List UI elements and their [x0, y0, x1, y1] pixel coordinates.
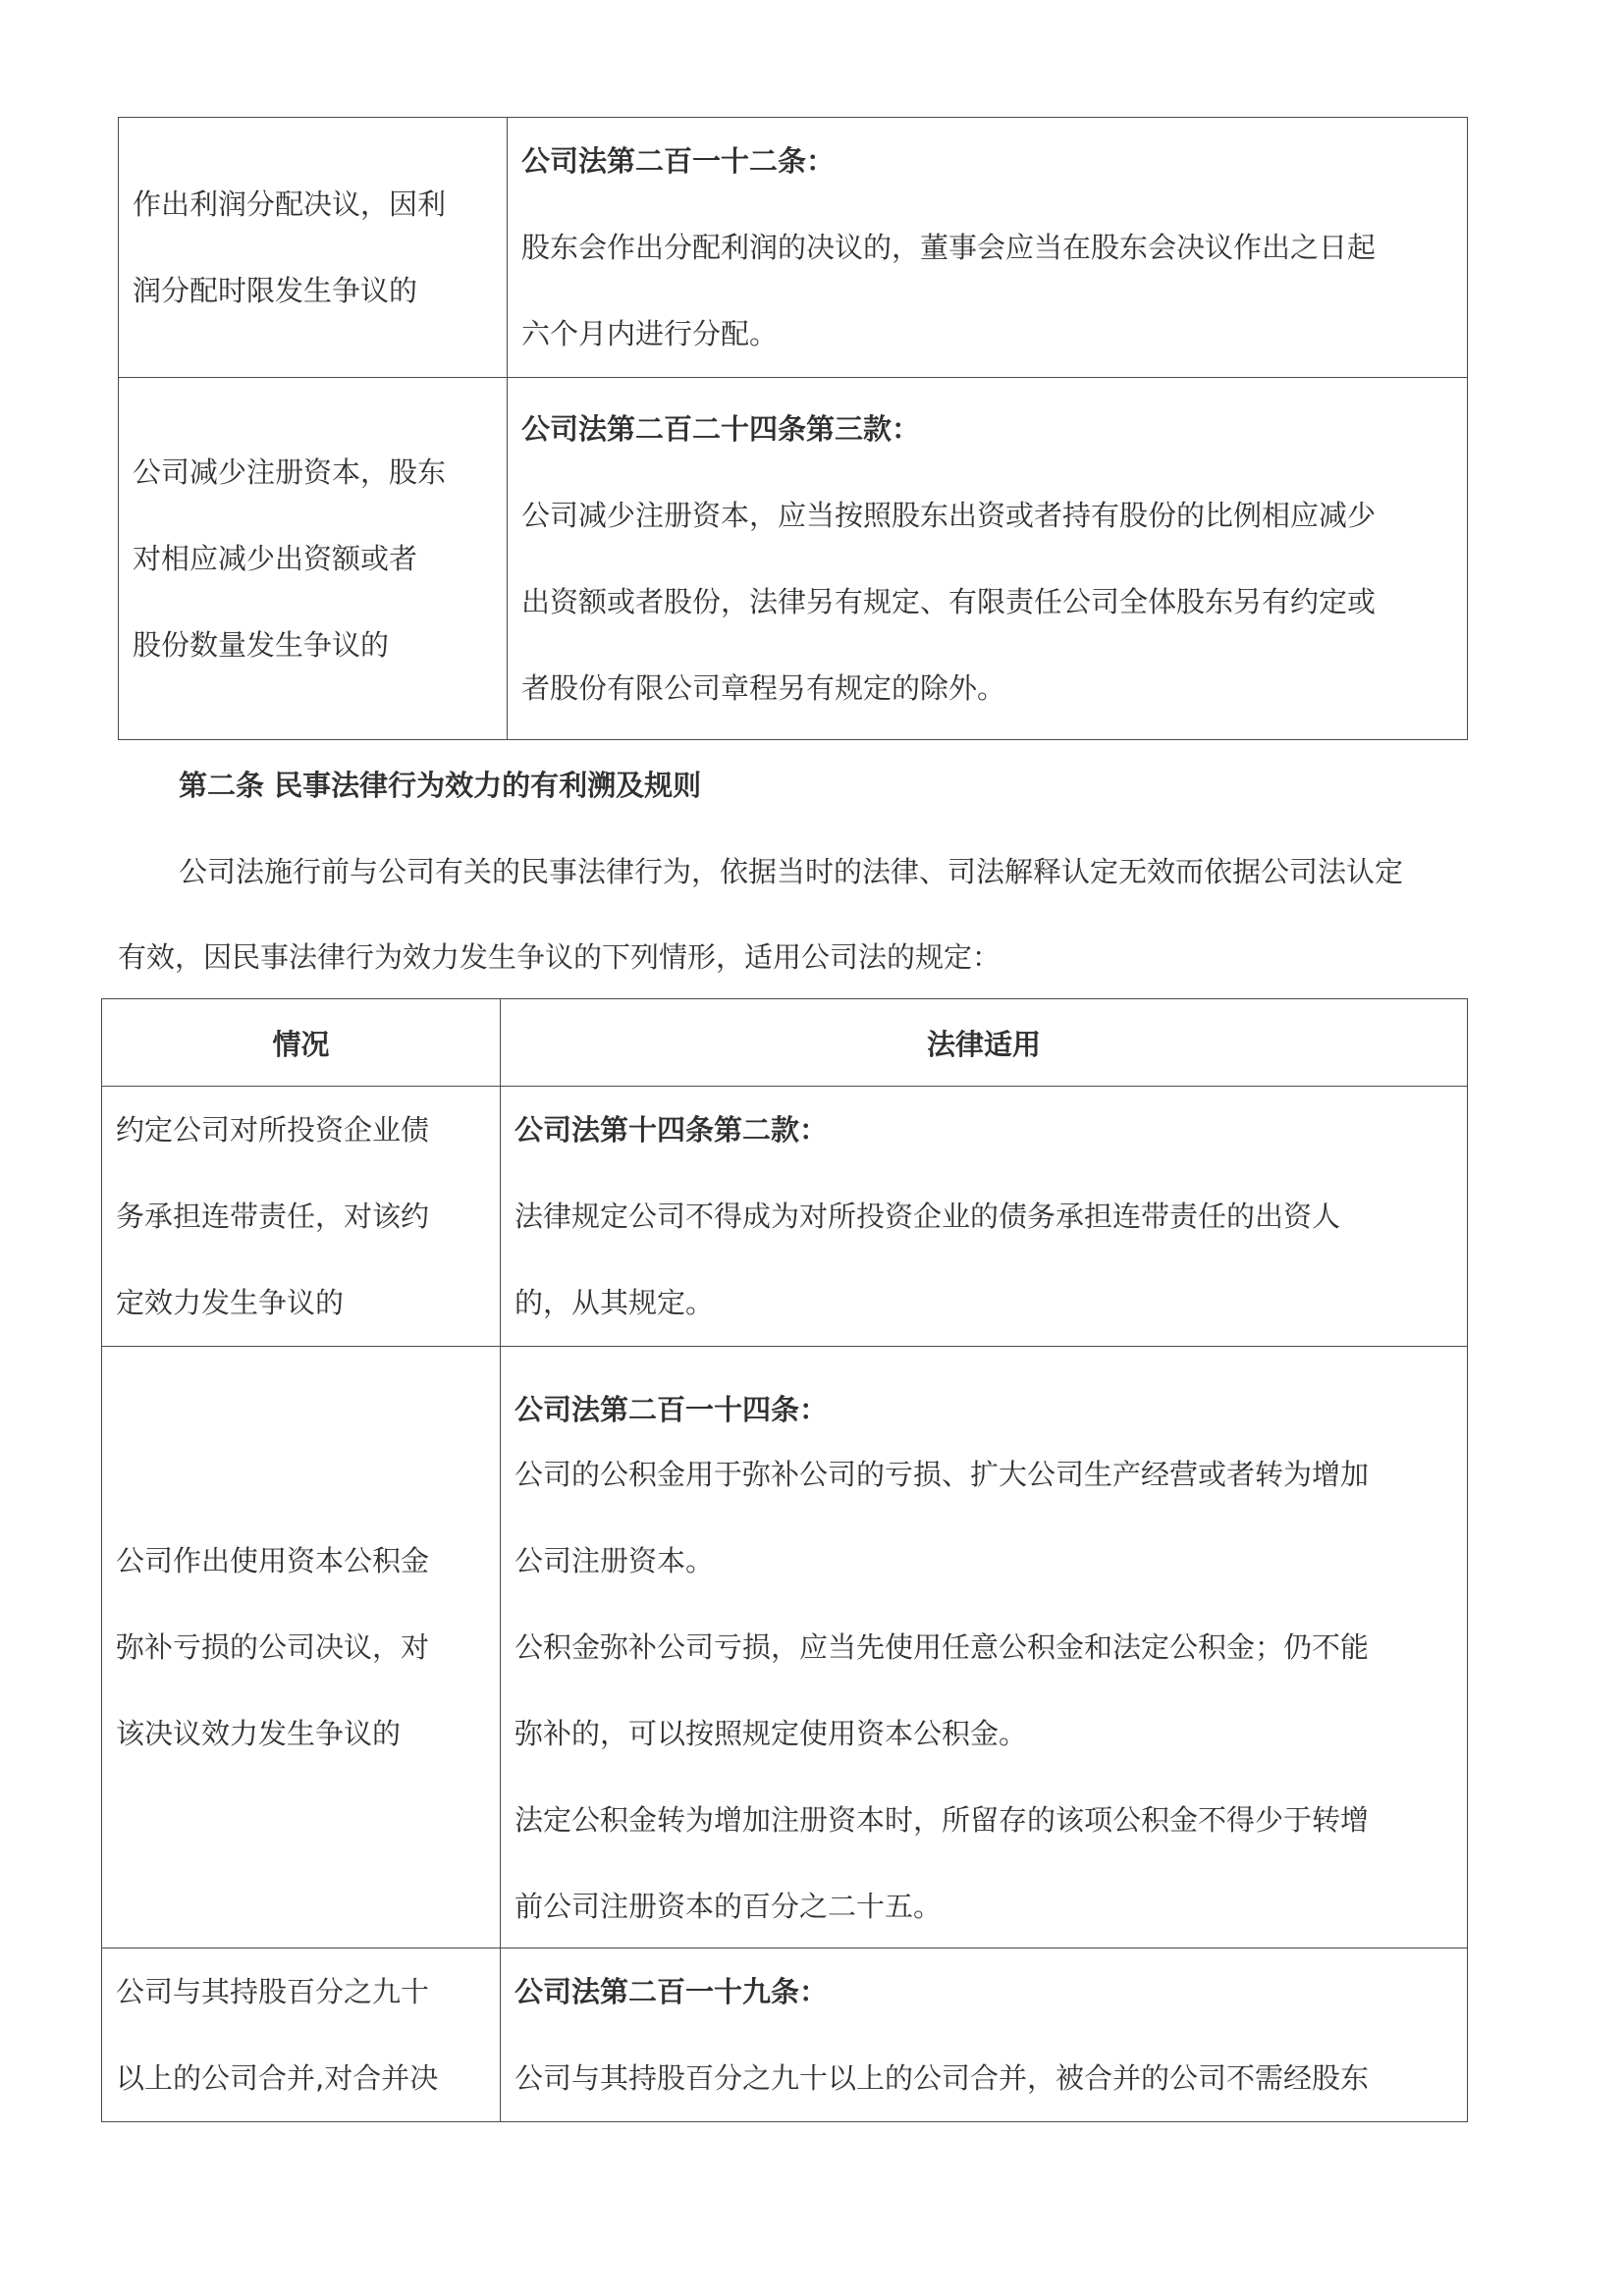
law-title: 公司法第二百一十九条： [514, 1975, 829, 2008]
situation-line: 定效力发生争议的 [116, 1286, 345, 1319]
law-text-line: 股东会作出分配利润的决议的，董事会应当在股东会决议作出之日起 [521, 231, 1377, 264]
law-cell [501, 1087, 1468, 1347]
situation-line: 润分配时限发生争议的 [133, 274, 418, 307]
law-table-continued [118, 117, 1468, 740]
law-text-line: 出资额或者股份，法律另有规定、有限责任公司全体股东另有约定或 [521, 585, 1377, 618]
table-row [119, 118, 1468, 378]
table-header-row [102, 999, 1468, 1087]
situation-cell [119, 378, 508, 740]
law-text-line: 公积金弥补公司亏损，应当先使用任意公积金和法定公积金；仍不能 [514, 1630, 1370, 1664]
situation-line: 该决议效力发生争议的 [116, 1717, 402, 1750]
law-cell [501, 1949, 1468, 2122]
law-text-line: 六个月内进行分配。 [521, 317, 779, 350]
law-cell [501, 1347, 1468, 1949]
law-text-line: 者股份有限公司章程另有规定的除外。 [521, 671, 1006, 705]
situation-line: 公司与其持股百分之九十 [116, 1975, 430, 2008]
law-title: 公司法第十四条第二款： [514, 1113, 829, 1147]
law-text-line: 公司注册资本。 [514, 1544, 715, 1577]
situation-line: 公司作出使用资本公积金 [116, 1544, 430, 1577]
situation-cell [102, 1347, 501, 1949]
law-text-line: 公司的公积金用于弥补公司的亏损、扩大公司生产经营或者转为增加 [514, 1458, 1370, 1491]
situation-line: 作出利润分配决议，因利 [133, 187, 447, 221]
situation-cell [119, 118, 508, 378]
law-text-line: 法律规定公司不得成为对所投资企业的债务承担连带责任的出资人 [514, 1200, 1341, 1233]
paragraph-line: 公司法施行前与公司有关的民事法律行为，依据当时的法律、司法解释认定无效而依据公司法认定 [179, 855, 1404, 888]
law-text-line: 的，从其规定。 [514, 1286, 715, 1319]
law-text-line: 公司与其持股百分之九十以上的公司合并，被合并的公司不需经股东 [514, 2061, 1370, 2095]
law-cell [508, 378, 1468, 740]
table-row [102, 1087, 1468, 1347]
situation-line: 约定公司对所投资企业债 [116, 1113, 430, 1147]
situation-cell [102, 1087, 501, 1347]
table-row [102, 1949, 1468, 2122]
law-text-line: 公司减少注册资本，应当按照股东出资或者持有股份的比例相应减少 [521, 499, 1377, 532]
column-header-situation: 情况 [102, 999, 501, 1087]
situation-line: 以上的公司合并,对合并决 [116, 2061, 439, 2095]
situation-line: 务承担连带责任，对该约 [116, 1200, 430, 1233]
table-row [102, 1347, 1468, 1949]
law-text-line: 法定公积金转为增加注册资本时，所留存的该项公积金不得少于转增 [514, 1803, 1370, 1837]
situation-cell [102, 1949, 501, 2122]
table-row [119, 378, 1468, 740]
situation-line: 公司减少注册资本，股东 [133, 455, 447, 489]
situation-line: 股份数量发生争议的 [133, 628, 390, 662]
law-title: 公司法第二百二十四条第三款： [521, 412, 921, 446]
situation-line: 弥补亏损的公司决议，对 [116, 1630, 430, 1664]
law-cell [508, 118, 1468, 378]
paragraph-line: 有效，因民事法律行为效力发生争议的下列情形，适用公司法的规定： [118, 940, 1001, 974]
law-table [101, 998, 1468, 2122]
law-title: 公司法第二百一十二条： [521, 144, 836, 178]
situation-line: 对相应减少出资额或者 [133, 542, 418, 575]
section-title: 第二条 民事法律行为效力的有利溯及规则 [179, 769, 702, 802]
law-text-line: 前公司注册资本的百分之二十五。 [514, 1890, 943, 1923]
law-text-line: 弥补的，可以按照规定使用资本公积金。 [514, 1717, 1028, 1750]
law-title: 公司法第二百一十四条： [514, 1393, 829, 1426]
column-header-law: 法律适用 [501, 999, 1468, 1087]
section-paragraph [118, 829, 1512, 1000]
